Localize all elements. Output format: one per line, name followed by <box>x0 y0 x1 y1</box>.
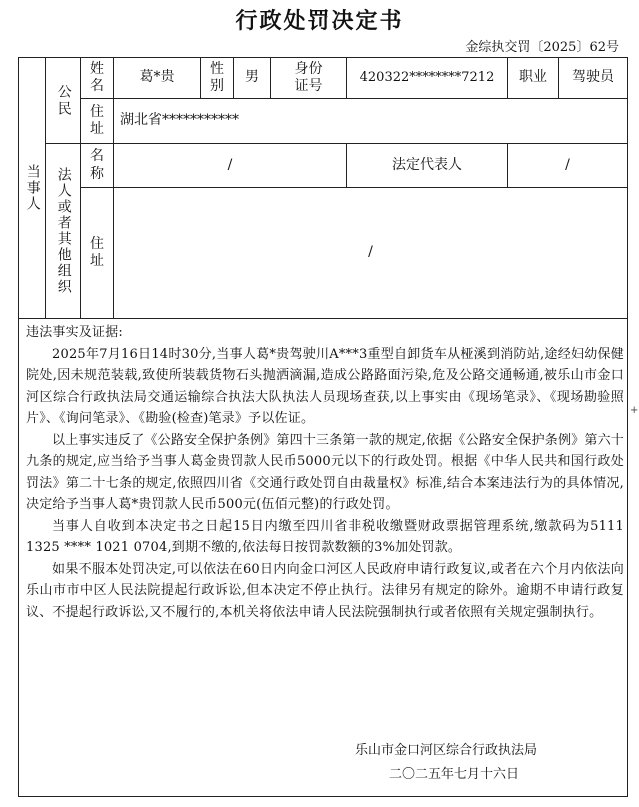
legal-rep-value: / <box>565 156 570 173</box>
facts-paragraph-4: 如果不服本处罚决定,可以依法在60日内向金口河区人民政府申请行政复议,或者在六个月内依法向乐山市市中区人民法院提起行政诉讼,但本决定不停止执行。法律另有规定的除外。逾期不申请行政复议、不提起行政诉讼,又不履行的,本机关将依法申请人民法院强制执行或者依照有关规定强制执行。 <box>26 561 624 620</box>
name-label: 姓名 <box>90 60 104 94</box>
document-number: 金综执交罚〔2025〕62号 <box>465 40 619 55</box>
signing-date: 二〇二五年七月十六日 <box>389 767 520 782</box>
row-line-5 <box>18 318 628 319</box>
facts-section <box>26 322 624 623</box>
facts-heading: 违法事实及证据: <box>26 325 123 340</box>
edge-plus-mark: + <box>630 405 639 416</box>
org-address-value: / <box>368 244 373 261</box>
legal-rep-label: 法定代表人 <box>392 156 462 173</box>
gender-label: 性别 <box>210 60 224 94</box>
signing-agency: 乐山市金口河区综合行政执法局 <box>355 743 538 758</box>
party-group-label: 当事人 <box>24 164 41 212</box>
address-label: 住址 <box>90 103 104 137</box>
job-value: 驾驶员 <box>572 69 614 86</box>
citizen-label: 公民 <box>55 83 72 118</box>
id-value: 420322********7212 <box>359 69 495 85</box>
job-label: 职业 <box>519 69 547 86</box>
org-name-value: / <box>227 156 233 173</box>
facts-paragraph-3: 当事人自收到本决定书之日起15日内缴至四川省非税收缴暨财政票据管理系统,缴款码为5111 1325 **** 1021 0704,到期不缴的,依法每日按罚款数额的3%加处罚款。 <box>26 518 624 555</box>
facts-paragraph-1: 2025年7月16日14时30分,当事人葛*贵驾驶川A***3重型自卸货车从桠溪到消防站,途经妇幼保健院处,因未规范装载,致使所装载货物石头抛洒滴漏,造成公路路面污染,危及公路交通畅通,被乐山市金口河区综合行政执法局交通运输综合执法大队执法人员现场查获,以上事实由《现场笔录》、《现场勘验照片》、《询问笔录》、《勘验(检查)笔录》予以佐证。 <box>26 346 624 426</box>
name-value: 葛*贵 <box>139 69 175 86</box>
id-label: 身份证号 <box>294 60 323 94</box>
org-address-label: 住址 <box>90 235 104 269</box>
org-name-label: 名称 <box>90 148 104 182</box>
facts-paragraph-2: 以上事实违反了《公路安全保护条例》第四十三条第一款的规定,依据《公路安全保护条例》第六十九条的规定,应当给予当事人葛金贵罚款人民币5000元以下的行政处罚。根据《中华人民共和国行政处罚法》第二十七条的规定,依照四川省《交通行政处罚自由裁量权》标准,结合本案违法行为的具体情况,决定给予当事人葛*贵罚款人民币500元(伍佰元整)的行政处罚。 <box>26 432 624 512</box>
document-title: 行政处罚决定书 <box>235 8 404 34</box>
address-value: 湖北省*********** <box>120 112 239 129</box>
organization-label: 法人或者其他组织 <box>55 167 72 295</box>
gender-value: 男 <box>245 69 259 86</box>
